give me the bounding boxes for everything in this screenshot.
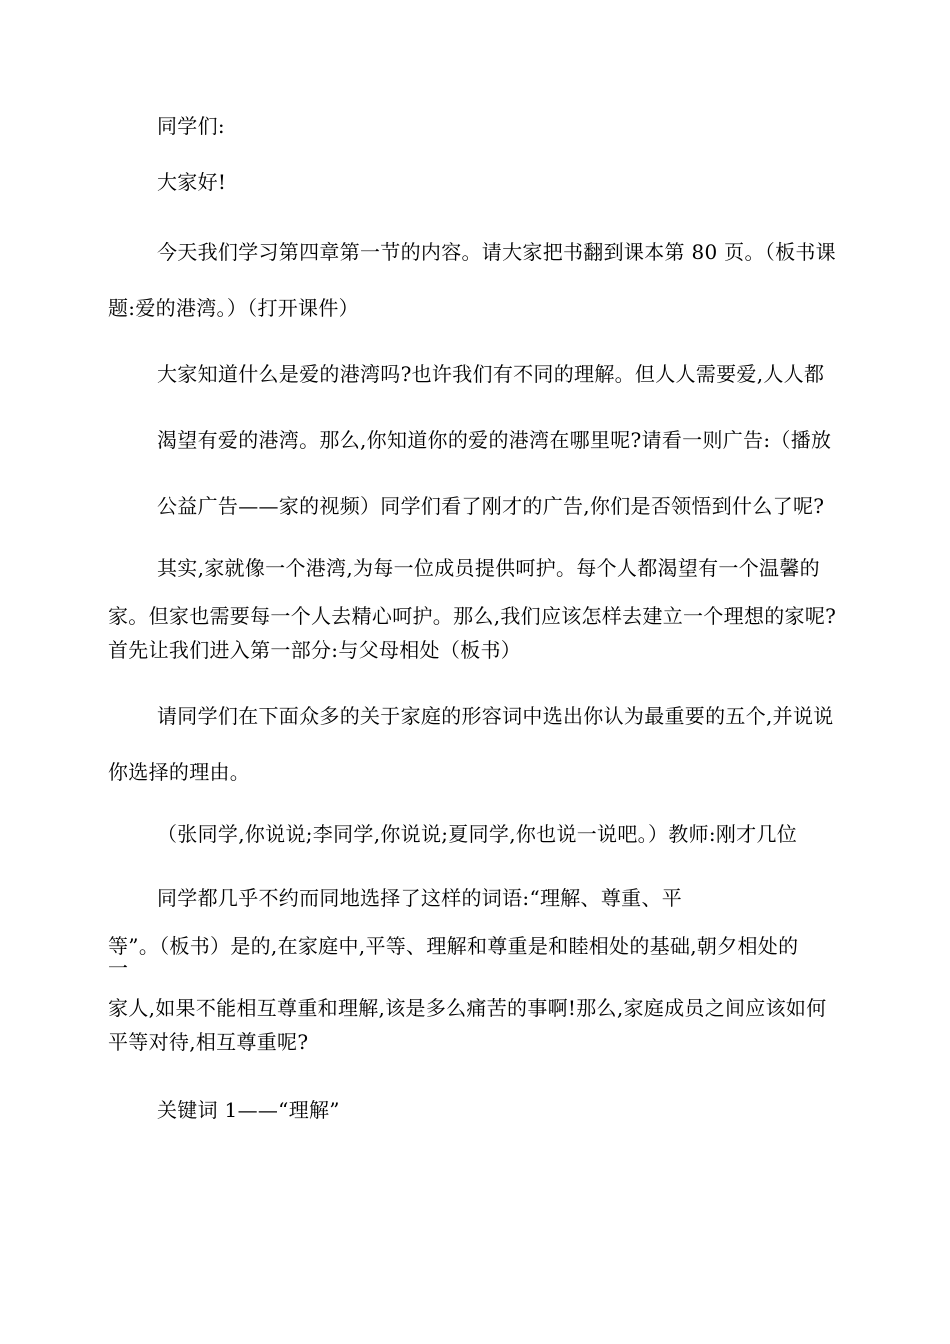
greeting-line: 同学们: — [157, 114, 225, 138]
paragraph-line: 首先让我们进入第一部分:与父母相处（板书） — [108, 638, 522, 662]
paragraph-line: 一 — [108, 956, 129, 980]
paragraph-line: （张同学,你说说;李同学,你说说;夏同学,你也说一说吧。）教师:刚才几位 — [157, 822, 798, 846]
keyword-heading: 关键词 1——“理解” — [157, 1098, 340, 1122]
paragraph-line: 家人,如果不能相互尊重和理解,该是多么痛苦的事啊!那么,家庭成员之间应该如何 — [108, 996, 827, 1020]
paragraph-line: 等”。（板书）是的,在家庭中,平等、理解和尊重是和睦相处的基础,朝夕相处的 — [108, 934, 799, 958]
paragraph-line: 家。但家也需要每一个人去精心呵护。那么,我们应该怎样去建立一个理想的家呢? — [108, 604, 837, 628]
paragraph-line: 平等对待,相互尊重呢? — [108, 1030, 309, 1054]
paragraph-line: 渴望有爱的港湾。那么,你知道你的爱的港湾在哪里呢?请看一则广告:（播放 — [157, 428, 832, 452]
paragraph-line: 你选择的理由。 — [108, 760, 251, 784]
paragraph-line: 大家知道什么是爱的港湾吗?也许我们有不同的理解。但人人需要爱,人人都 — [157, 362, 825, 386]
paragraph-line: 同学都几乎不约而同地选择了这样的词语:“理解、尊重、平 — [157, 886, 683, 910]
paragraph-line: 题:爱的港湾。）（打开课件） — [108, 296, 359, 320]
paragraph-line: 其实,家就像一个港湾,为每一位成员提供呵护。每个人都渴望有一个温馨的 — [157, 556, 820, 580]
greeting-hello-line: 大家好! — [157, 170, 227, 194]
paragraph-line: 请同学们在下面众多的关于家庭的形容词中选出你认为最重要的五个,并说说 — [157, 704, 834, 728]
paragraph-line: 公益广告——家的视频）同学们看了刚才的广告,你们是否领悟到什么了呢? — [157, 494, 825, 518]
paragraph-line: 今天我们学习第四章第一节的内容。请大家把书翻到课本第 80 页。（板书课 — [157, 240, 836, 264]
